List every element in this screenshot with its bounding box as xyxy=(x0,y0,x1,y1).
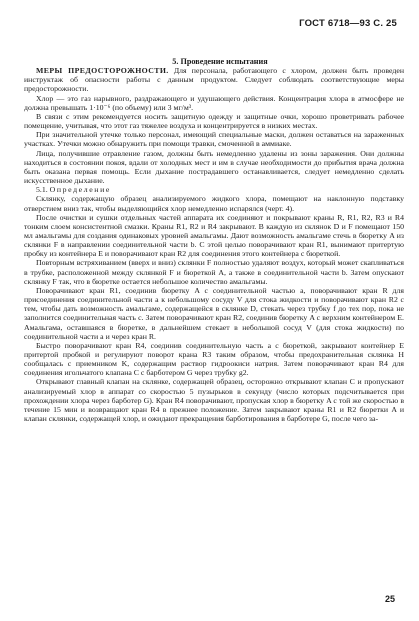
procedure-paragraph-4: Поворачивают кран R1, соединив бюретку A с соединительной частью a, поворачивают кран R для присоединения соединительной части a к небольшому сосуду V для стока жидкости и поворачивают кран R2 с тем, чтобы дать возможность амальгаме, содержащейся в склянке D, стекать через трубку f до тех пор, пока не заполнится соединительная часть c. Затем поворачивают кран R2, соединив бюретку A с верхним контейнером E. Амальгама, оставшаяся в бюретке, в дальнейшем стекает в небольшой сосуд V (для стока жидкости) по соединительной части a и через кран R. xyxy=(24,285,404,341)
safety-paragraph-2: Хлор — это газ нарывного, раздражающего и удушающего действия. Концентрация хлора в атмосфере не должна превышать 1·10⁻⁶ (по объему) или 3 мг/м³. xyxy=(24,93,404,112)
procedure-paragraph-6: Открывают главный клапан на склянке, содержащей образец, осторожно открывают клапан C и пропускают анализируемый хлор в аппарат со скоростью 5 пузырьков в секунду (число которых подсчитывается при прохождении хлора через барботер G). Кран R4 поворачивают, пропуская хлор в бюретку A с той же скоростью в течение 15 мин и возвращают кран R4 в прежнее положение. Затем закрывают краны R1 и R2 бюретки A и клапан склянки, содержащей хлор, и ожидают прекращения барботирования в барботере G, после чего за- xyxy=(24,377,404,424)
document-body xyxy=(24,57,404,423)
page-number: 25 xyxy=(384,594,395,604)
procedure-paragraph-3: Повторным встряхиванием (вверх и вниз) склянки F полностью удаляют воздух, который может скапливаться в трубке, расположенной между склянкой F и бюреткой A, а также в соединительной части b. Затем опускают склянку F так, что в бюретке остается небольшое количество амальгамы. xyxy=(24,258,404,286)
procedure-paragraph-2: После очистки и сушки отдельных частей аппарата их соединяют и покрывают краны R, R1, R2, R3 и R4 тонким слоем консистентной смазки. Краны R1, R2 и R4 закрывают. В каждую из склянок D и F помещают 150 мл амальгамы для создания одинаковых уровней амальгамы. Дают возможность амальгаме стечь в бюретку A из склянки F в направлении соединительной части b. С этой целью поворачивают кран R1, вынимают притертую пробку из контейнера E и поворачивают кран R2 для соединения этого контейнера с бюреткой. xyxy=(24,212,404,259)
running-header: ГОСТ 6718—93 С. 25 xyxy=(299,18,397,29)
safety-paragraph-5: Лица, получившие отравление газом, должны быть немедленно удалены из зоны заражения. Они должны находиться в состоянии покоя, вдали от холодных мест и им в случае необходимости до прибытия врача должна быть оказана первая помощь. Если дыхание пострадавшего останавливается, следует немедленно сделать искусственное дыхание. xyxy=(24,148,404,186)
section-title: 5. Проведение испытания xyxy=(172,57,268,66)
safety-lead: МЕРЫ ПРЕДОСТОРОЖНОСТИ. xyxy=(36,66,169,76)
safety-paragraph-1 xyxy=(24,66,404,93)
subsection-heading xyxy=(24,185,404,194)
safety-paragraph-1-text: Для персонала, работающего с хлором, должен быть проведен инструктаж об опасности работы с данным продуктом. Следует соблюдать соответствующие меры предосторожности. xyxy=(24,66,404,94)
safety-paragraph-3: В связи с этим рекомендуется носить защитную одежду и защитные очки, хорошо проветривать рабочее помещение, учитывая, что этот газ тяжелее воздуха и концентрируется в низких местах. xyxy=(24,111,404,131)
procedure-paragraph-1: Склянку, содержащую образец анализируемого жидкого хлора, помещают на наклонную подставку отверстием вниз так, чтобы выделяющийся хлор немедленно испарялся (черт. 4). xyxy=(24,194,404,213)
safety-paragraph-4: При значительной утечке только персонал, имеющий специальные маски, должен оставаться на зараженных участках. Утечки можно обнаружить при помощи травки, смоченной в аммиаке. xyxy=(24,130,404,149)
procedure-paragraph-5: Быстро поворачивают кран R4, соединив соединительную часть a с бюреткой, закрывают контейнер E притертой пробкой и регулируют поворот крана R3 таким образом, чтобы предохранительная склянка H сообщалась с приемником K, содержащим раствор гидроокиси натрия. Затем поворачивают кран R4 для соединения игольчатого клапана C с барботером G через трубку g2. xyxy=(24,340,404,378)
subsection-title: Определение xyxy=(49,185,111,195)
subsection-number: 5.1. xyxy=(36,185,50,195)
